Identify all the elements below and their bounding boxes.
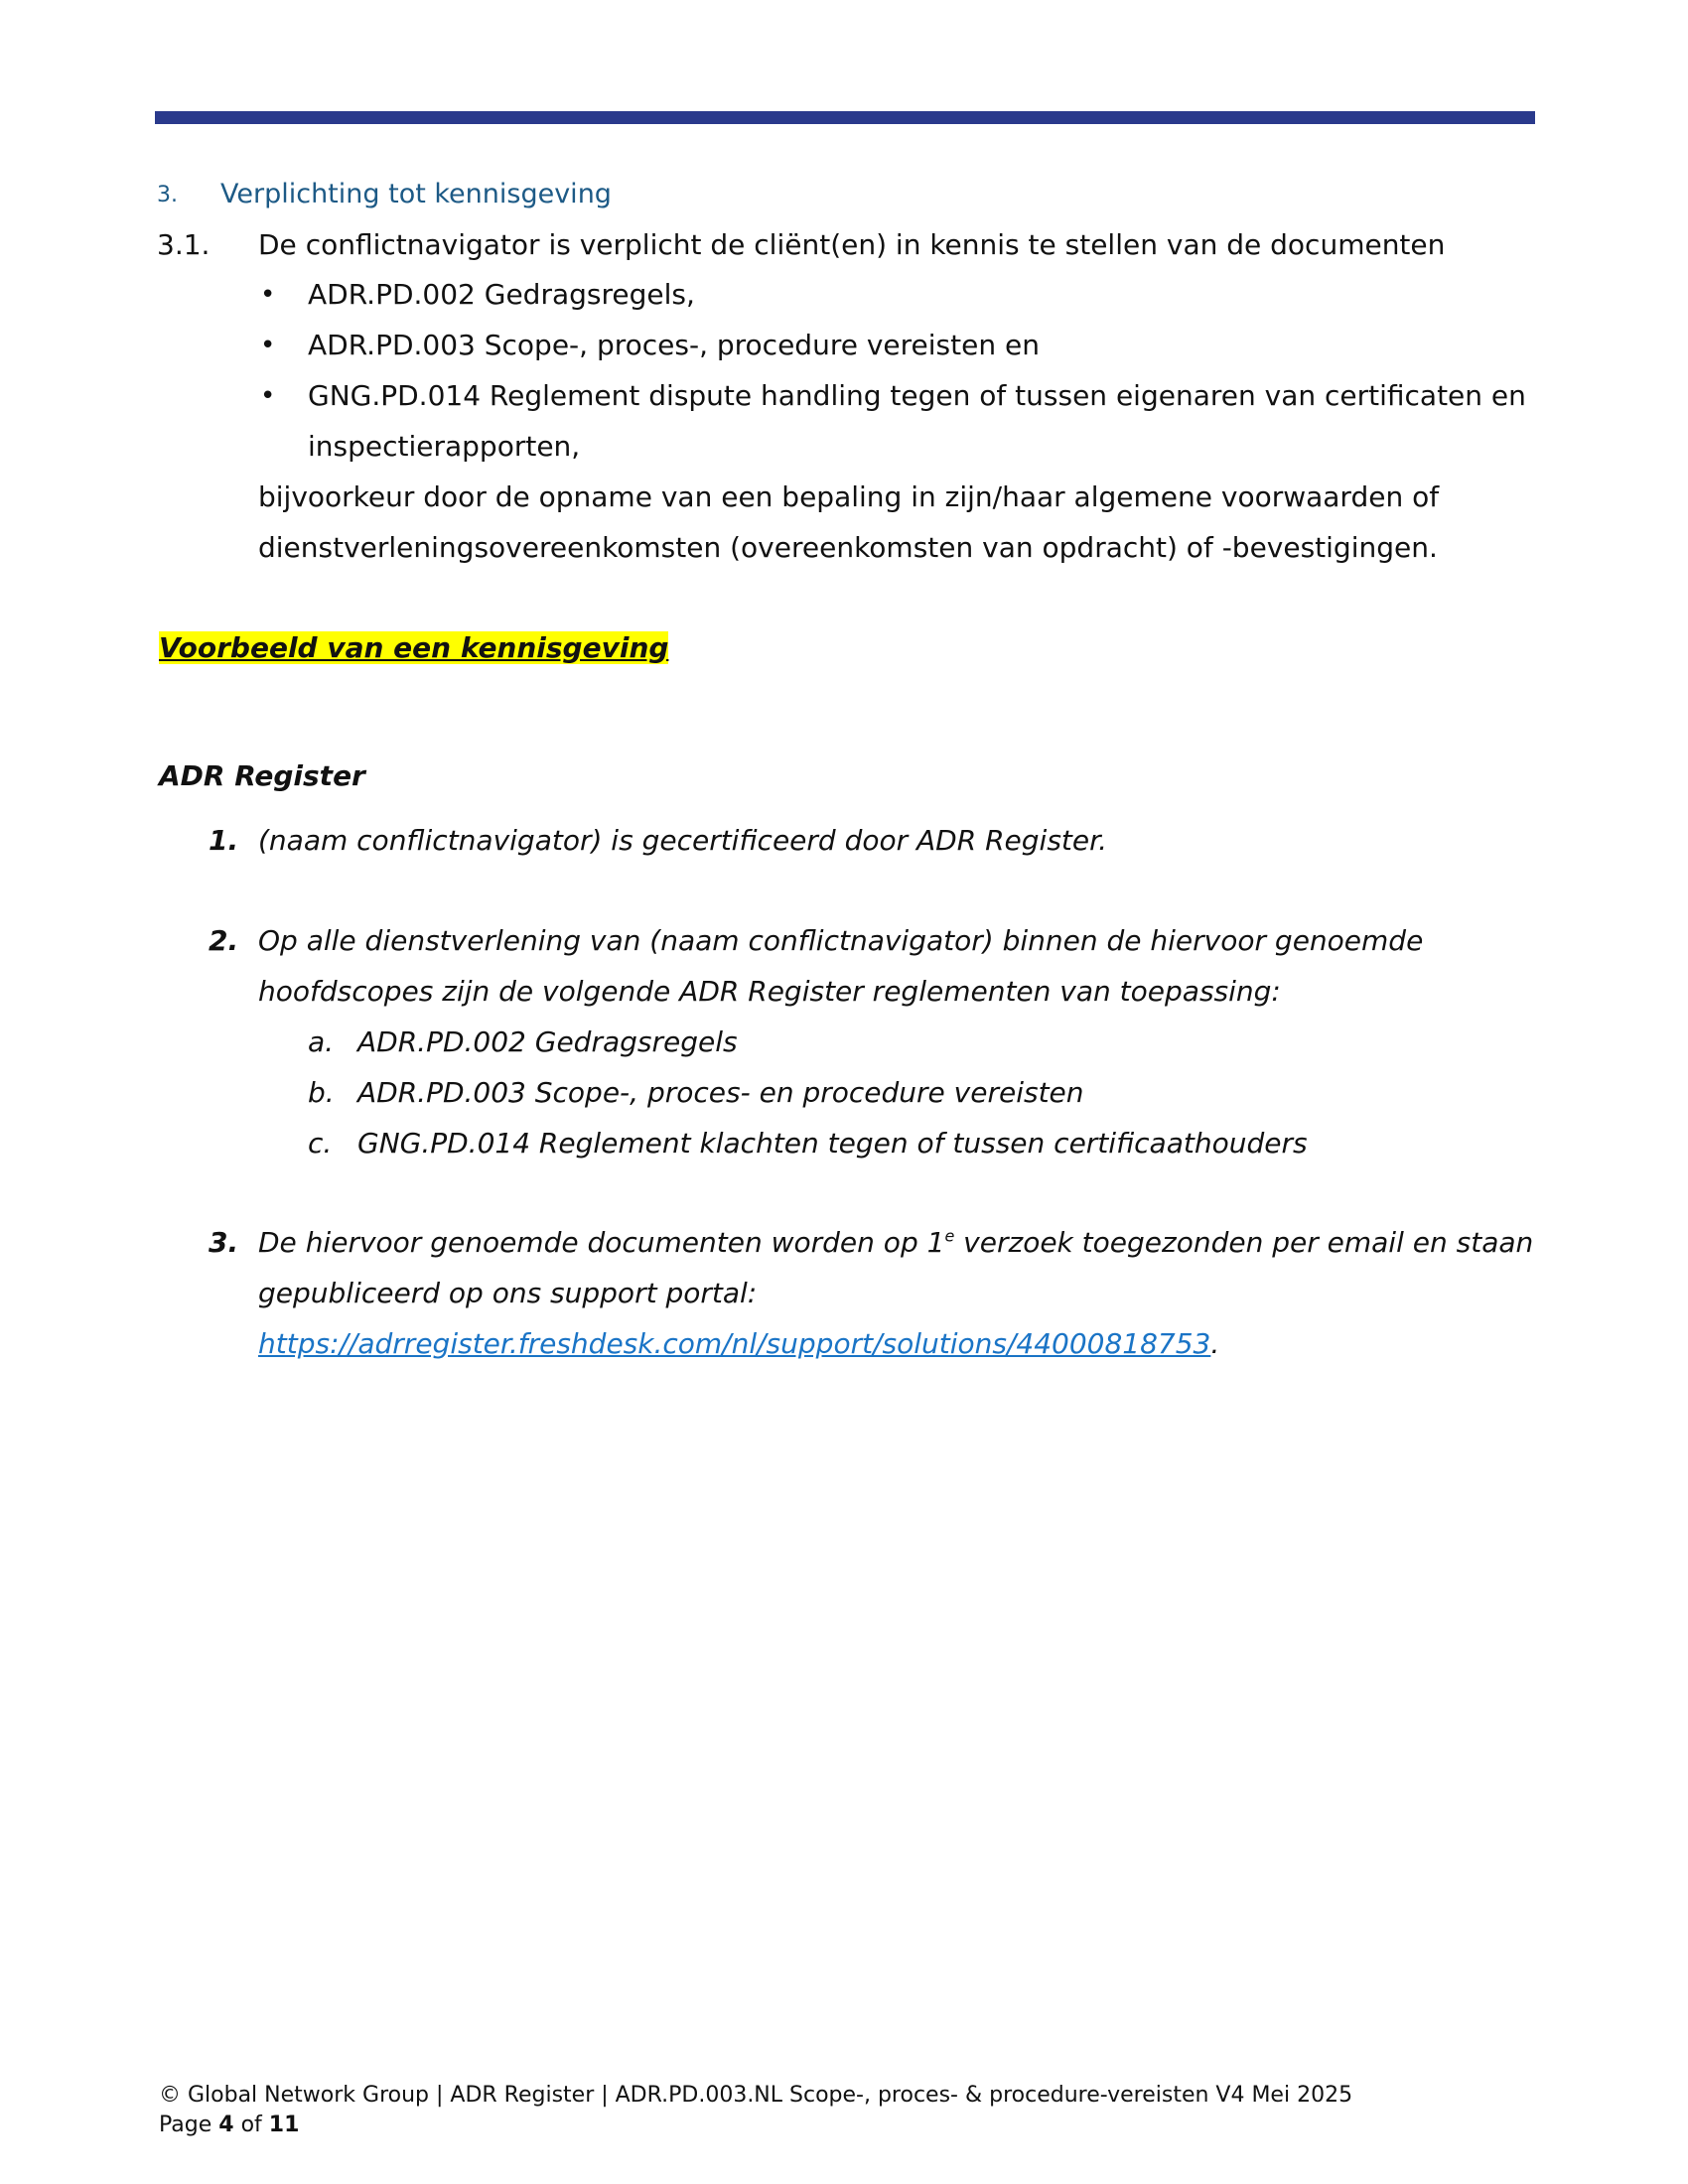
item-text: De hiervoor genoemde documenten worden op 1e verzoek toegezonden per email en staan <box>258 1226 1534 1259</box>
footer-page-number: Page 4 of 11 <box>159 2113 300 2137</box>
support-portal-line: https://adrregister.freshdesk.com/nl/support/solutions/44000818753. <box>258 1327 1220 1360</box>
item-number: 2. <box>209 924 239 957</box>
section-number: 3. <box>157 183 178 207</box>
bullet-item: ADR.PD.002 Gedragsregels, <box>308 278 695 311</box>
header-rule <box>155 111 1535 124</box>
support-portal-link[interactable]: https://adrregister.freshdesk.com/nl/support/solutions/44000818753 <box>258 1327 1211 1360</box>
clause-closing-line: dienstverleningsovereenkomsten (overeenkomsten van opdracht) of -bevestigingen. <box>258 531 1438 564</box>
example-heading: Voorbeeld van een kennisgeving <box>159 631 669 664</box>
superscript: e <box>944 1226 955 1246</box>
section-title: Verplichting tot kennisgeving <box>220 179 612 209</box>
subitem-text: GNG.PD.014 Reglement klachten tegen of tussen certificaathouders <box>357 1127 1308 1160</box>
subitem-text: ADR.PD.002 Gedragsregels <box>357 1025 738 1058</box>
item-text: hoofdscopes zijn de volgende ADR Register reglementen van toepassing: <box>258 975 1281 1008</box>
subitem-letter: c. <box>308 1127 333 1160</box>
clause-text: De conflictnavigator is verplicht de cliënt(en) in kennis te stellen van de documenten <box>258 228 1446 261</box>
bullet-icon: • <box>260 381 276 411</box>
footer-copyright: © Global Network Group | ADR Register | ADR.PD.003.NL Scope-, proces- & procedure-vereisten V4 Mei 2025 <box>159 2083 1353 2108</box>
subitem-letter: a. <box>308 1025 335 1058</box>
bullet-item-continuation: inspectierapporten, <box>308 430 581 463</box>
bullet-icon: • <box>260 280 276 310</box>
item-number: 3. <box>209 1226 239 1259</box>
item-text: gepubliceerd op ons support portal: <box>258 1277 758 1309</box>
clause-closing-line: bijvoorkeur door de opname van een bepaling in zijn/haar algemene voorwaarden of <box>258 480 1440 513</box>
bullet-icon: • <box>260 331 276 360</box>
example-subheading: ADR Register <box>159 759 365 792</box>
subitem-letter: b. <box>308 1076 335 1109</box>
subitem-text: ADR.PD.003 Scope-, proces- en procedure vereisten <box>357 1076 1084 1109</box>
clause-number: 3.1. <box>157 228 211 261</box>
bullet-item: GNG.PD.014 Reglement dispute handling tegen of tussen eigenaren van certificaten en <box>308 379 1526 412</box>
bullet-item: ADR.PD.003 Scope-, proces-, procedure vereisten en <box>308 329 1040 361</box>
item-text: (naam conflictnavigator) is gecertificeerd door ADR Register. <box>258 824 1107 857</box>
item-number: 1. <box>209 824 239 857</box>
item-text: Op alle dienstverlening van (naam conflictnavigator) binnen de hiervoor genoemde <box>258 924 1424 957</box>
